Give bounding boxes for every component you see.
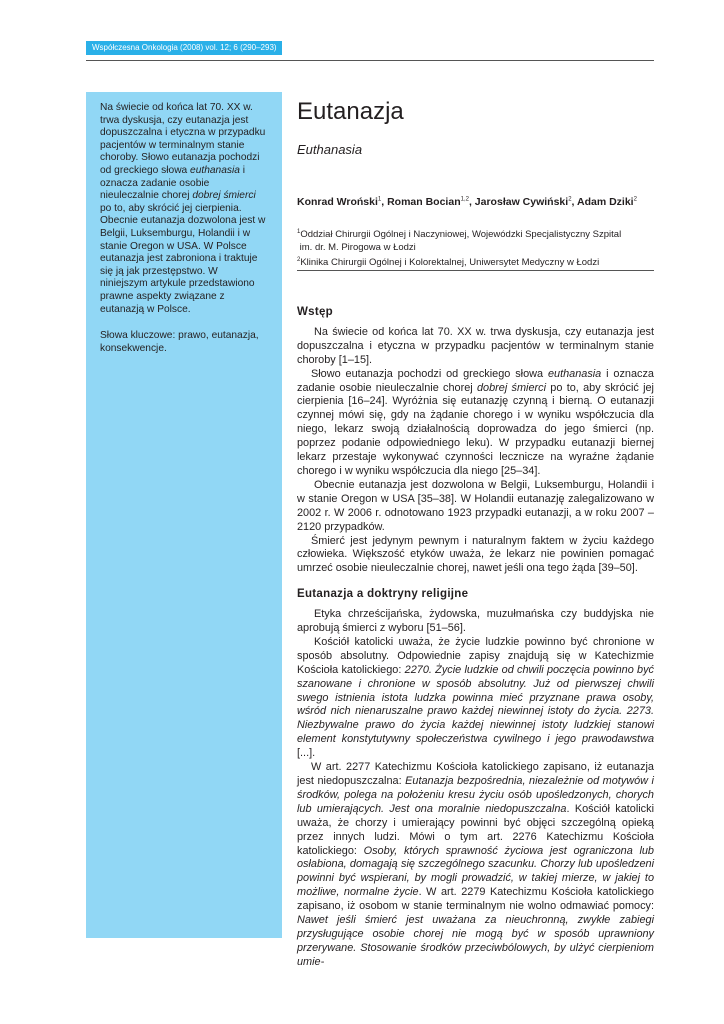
section-heading-religion: Eutanazja a doktryny religijne	[297, 588, 469, 601]
affiliation-1-cont: im. dr. M. Pirogowa w Łodzi	[299, 241, 416, 253]
italic-quote: euthanasia	[547, 367, 602, 380]
author: Roman Bocian$^{1,2}$	[387, 196, 469, 208]
article-body	[297, 306, 654, 970]
paragraph: Śmierć jest jedynym pewnym i naturalnym faktem w życiu każdego człowieka. Większość etyków uważa, że lekarz nie powinien pomagać umrzeć osobie nieuleczalnie chorej, nawet jeśli ona tego żąda [39–50].	[297, 534, 654, 575]
italic-term: euthanasia	[190, 164, 240, 176]
authors: Konrad Wroński$^1$, Roman Bocian$^{1,2}$, Jarosław Cywiński$^2$, Adam Dziki$^2$	[297, 196, 637, 208]
paragraph	[297, 761, 654, 970]
affiliation-1: $^1$Oddział Chirurgii Ogólnej i Naczyniowej, Wojewódzki Specjalistyczny Szpital	[297, 229, 622, 241]
title-rule	[297, 270, 654, 271]
abstract-text	[100, 102, 268, 316]
paragraph	[297, 368, 654, 479]
keywords-value: prawo, eutanazja, konsekwencje.	[100, 330, 259, 354]
paragraph: Obecnie eutanazja jest dozwolona w Belgii, Luksemburgu, Holandii i w stanie Oregon w USA [35–38]. W Holandii eutanazję zalegalizowano w 2002 r. W 2006 r. odnotowano 1923 przypadki eutanazji, a w roku 2007 – 2120 przypadków.	[297, 478, 654, 533]
italic-quote: 2270. Życie ludzkie od chwili poczęcia powinno być szanowane i chronione w sposób absolutny. Już od pierwszej chwili swego istnienia istota ludzka powinna mieć przyznane prawa osoby, wśród nich nienaruszalne prawo każdej niewinnej istoty do życia. 2273. Niezbywalne prawo do życia każdej niewinnej istoty ludzkiej stanowi element konstytutywny społeczeństwa cywilnego i jego prawodawstwa	[297, 663, 654, 746]
italic-term: dobrej śmierci	[192, 190, 256, 202]
text-run: . Kościół katolicki uważa, że chorzy i umierający powinni być objęci szczególną opieką przez innych ludzi. Mówi o tym art. 2276 Katechizmu Kościoła katolickiego:	[297, 802, 654, 857]
italic-quote: dobrej śmierci	[476, 381, 547, 394]
paragraph: Etyka chrześcijańska, żydowska, muzułmańska czy buddyjska nie aprobują śmierci z wyboru [51–56].	[297, 608, 654, 635]
section-heading-intro: Wstęp	[297, 306, 333, 318]
text-run: Kościół katolicki uważa, że życie ludzkie powinno być chronione w sposób absolutny. Odpowiednie zapisy znajdują się w Katechizmie Kościoła katolickiego:	[297, 635, 654, 676]
italic-quote: Nawet jeśli śmierć jest uważana za nieuchronną, zwykłe zabiegi przysługujące osobie chorej nie mogą być w sposób uprawniony przerywane. Stosowanie środków przeciwbólowych, by ulżyć cierpieniom umie-	[297, 914, 654, 968]
text-run: Słowo eutanazja pochodzi od greckiego słowa	[311, 367, 548, 380]
text-run: W art. 2277 Katechizmu Kościoła katolickiego zapisano, iż eutanazja jest niedopuszczalna:	[297, 761, 654, 787]
paragraph	[297, 636, 654, 761]
italic-quote: Eutanazja bezpośrednia, niezależnie od motywów i środków, polega na położeniu kresu życiu osób upośledzonych, chorych lub umierających. Jest ona moralnie niedopuszczalna	[297, 775, 654, 815]
text-run: . W art. 2279 Katechizmu Kościoła katolickiego zapisano, iż osobom w stanie terminalnym nie wolno odmawiać pomocy:	[297, 886, 654, 913]
keywords	[100, 330, 268, 355]
author: Adam Dziki$^2$	[576, 196, 637, 208]
text-run: po to, aby skrócić jej cierpienia. Obecnie eutanazja dozwolona jest w Belgii, Luksemburgu, Holandii i w stanie Oregon w USA. W Polsce eutanazja jest zabroniona i traktuje się ją jak przestępstwo. W niniejszym artykule przedstawiono prawne aspekty związane z eutanazją w Polsce.	[100, 202, 266, 315]
header-rule	[86, 60, 654, 61]
text-run: [...].	[297, 747, 316, 760]
author: Konrad Wroński$^1$	[297, 196, 382, 208]
paragraph: Na świecie od końca lat 70. XX w. trwa dyskusja, czy eutanazja jest dopuszczalna i etyczna w przypadku pacjentów w terminalnym stanie choroby [1–15].	[297, 325, 654, 366]
affiliation-2: $^2$Klinika Chirurgii Ogólnej i Kolorektalnej, Uniwersytet Medyczny w Łodzi	[297, 257, 600, 269]
article-subtitle: Euthanasia	[297, 142, 363, 157]
text-run: Na świecie od końca lat 70. XX w. trwa dyskusja, czy eutanazja jest dopuszczalna i etyczna w przypadku pacjentów w terminalnym stanie choroby. Słowo eutanazja pochodzi od greckiego słowa	[100, 102, 266, 176]
article-title: Eutanazja	[297, 98, 404, 125]
abstract-sidebar	[86, 92, 282, 938]
text-run: po to, aby skrócić jej cierpienia [16–24]. Wyróżnia się eutanazję czynną i bierną. O eutanazji czynnej mówi się, gdy na żądanie chorego i w wyniku współczucia dla niego, lekarz swoją działalnością doprowadza do jego śmierci (np. poprzez podanie odpowiedniego leku). W przypadku eutanazji biernej lekarz przestaje wykonywać czynności lecznicze na wyraźne żądanie chorego i w wyniku współczucia dla niego [25–34].	[297, 381, 654, 477]
text-run: i oznacza zadanie osobie nieuleczalnie chorej	[100, 164, 245, 202]
journal-header-bar: Współczesna Onkologia (2008) vol. 12; 6 (290–293)	[86, 41, 282, 55]
author: Jarosław Cywiński$^2$	[474, 196, 572, 208]
italic-quote: Osoby, których sprawność życiowa jest ograniczona lub osłabiona, domagają się szczególnego szacunku. Chorzy lub upośledzeni powinni być wspierani, by mogli prowadzić, w takiej mierze, w jakiej to możliwe, normalne życie	[297, 844, 654, 899]
text-run: i oznacza zadanie osobie nieuleczalnie chorej	[297, 367, 654, 394]
affiliations	[297, 226, 621, 270]
keywords-label: Słowa kluczowe:	[100, 330, 176, 342]
